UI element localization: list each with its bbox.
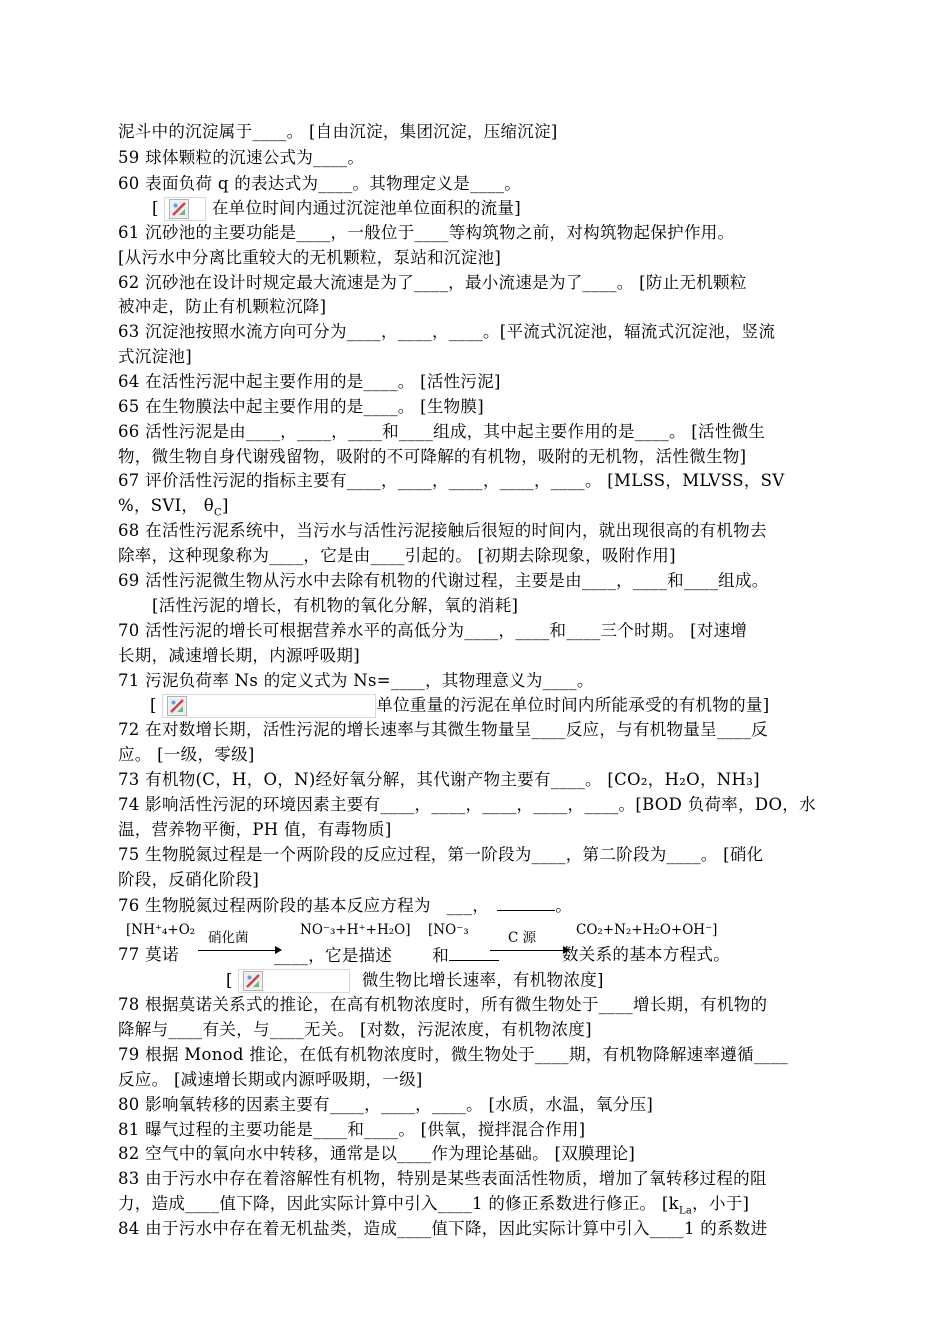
text-line: 长期，减速增长期，内源呼吸期] xyxy=(118,646,360,665)
text-line: 物，微生物自身代谢残留物，吸附的不可降解的有机物，吸附的无机物，活性微生物] xyxy=(118,447,747,466)
carbon-source-label: C 源 xyxy=(508,930,537,946)
text-line: %，SVI， θ xyxy=(118,496,214,515)
text-line-77-end: 数关系的基本方程式。 xyxy=(562,945,730,964)
text-line: 81 曝气过程的主要功能是____和____。 [供氧，搅拌混合作用] xyxy=(118,1120,586,1139)
text-line: 83 由于污水中存在着溶解性有机物，特别是某些表面活性物质，增加了氧转移过程的阻 xyxy=(118,1169,767,1188)
text-line: 71 污泥负荷率 Ns 的定义式为 Ns=____，其物理意义为____。 xyxy=(118,671,594,690)
text-line: 72 在对数增长期，活性污泥的增长速率与其微生物量呈____反应，与有机物量呈____反 xyxy=(118,720,768,739)
text-line: 66 活性污泥是由____，____，____和____组成，其中起主要作用的是____。 [活性微生 xyxy=(118,422,766,441)
bracket: [ xyxy=(226,970,233,990)
text-line: 泥斗中的沉淀属于____。 [自由沉淀，集团沉淀，压缩沉淀] xyxy=(118,122,558,141)
text-line: 80 影响氧转移的因素主要有____，____，____。 [水质，水温，氧分压] xyxy=(118,1095,654,1114)
text-line: 77 莫诺 xyxy=(118,945,179,964)
text-line: 62 沉砂池在设计时规定最大流速是为了____，最小流速是为了____。 [防止无机颗粒 xyxy=(118,273,747,292)
text-line: 76 生物脱氮过程两阶段的基本反应方程为 xyxy=(118,896,431,915)
equation-right: CO₂+N₂+H₂O+OH⁻] xyxy=(576,922,718,938)
answer-line-77 xyxy=(226,969,604,993)
answer-line-60 xyxy=(152,197,521,221)
text-line-77-mid xyxy=(274,944,499,967)
text-line: 力，造成____值下降，因此实际计算中引入____1 的修正系数进行修正。 [k xyxy=(118,1194,679,1213)
text-line: 59 球体颗粒的沉速公式为____。 xyxy=(118,148,365,167)
text-line: 应。 [一级，零级] xyxy=(118,745,255,764)
text-line: 75 生物脱氮过程是一个两阶段的反应过程，第一阶段为____，第二阶段为____。 [硝化 xyxy=(118,845,764,864)
text-line: 84 由于污水中存在着无机盐类，造成____值下降，因此实际计算中引入____1 的系数进 xyxy=(118,1219,768,1238)
text-line: 67 评价活性污泥的指标主要有____，____，____，____，____。 [MLSS，MLVSS，SV xyxy=(118,471,785,490)
text-line: 61 沉砂池的主要功能是____，一般位于____等构筑物之前，对构筑物起保护作用。 xyxy=(118,223,735,242)
subscript: C xyxy=(214,507,222,519)
answer-text: 微生物比增长速率，有机物浓度] xyxy=(361,970,604,990)
text-fragment: 和 xyxy=(432,946,450,965)
text-line: 78 根据莫诺关系式的推论，在高有机物浓度时，所有微生物处于____增长期，有机物的 xyxy=(118,995,768,1014)
broken-image-icon xyxy=(243,971,263,991)
text-line: 63 沉淀池按照水流方向可分为____，____，____。[平流式沉淀池，辐流式沉淀池，竖流 xyxy=(118,322,776,341)
text-line: 65 在生物膜法中起主要作用的是____。 [生物膜] xyxy=(118,397,484,416)
text-line: 79 根据 Monod 推论，在低有机物浓度时，微生物处于____期，有机物降解速率遵循____ xyxy=(118,1045,789,1064)
answer-line-71 xyxy=(150,694,769,718)
broken-image-icon xyxy=(169,199,189,219)
text-line: 式沉淀池] xyxy=(118,347,192,366)
text-line: 60 表面负荷 q 的表达式为____。其物理定义是____。 xyxy=(118,174,522,193)
blank: ___， xyxy=(446,896,490,915)
formula-image-placeholder xyxy=(162,694,376,718)
broken-image-icon xyxy=(167,696,187,716)
text-line: 73 有机物(C，H，O，N)经好氧分解，其代谢产物主要有____。 [CO₂，H₂O，NH₃] xyxy=(118,770,760,789)
text-line: 反应。 [减速增长期或内源呼吸期，一级] xyxy=(118,1070,423,1089)
text-line: [从污水中分离比重较大的无机颗粒，泵站和沉淀池] xyxy=(118,248,502,267)
bracket: ] xyxy=(221,496,229,515)
text-line: 70 活性污泥的增长可根据营养水平的高低分为____，____和____三个时期。 [对速增 xyxy=(118,621,748,640)
text-line: 64 在活性污泥中起主要作用的是____。 [活性污泥] xyxy=(118,372,501,391)
bracket: [ xyxy=(150,695,157,715)
text-line: 69 活性污泥微生物从污水中去除有机物的代谢过程，主要是由____，____和____组成。 xyxy=(118,571,769,590)
text-line: 阶段，反硝化阶段] xyxy=(118,870,260,889)
formula-image-placeholder xyxy=(238,969,350,993)
text-fragment: ，小于] xyxy=(692,1194,750,1213)
text-line: 82 空气中的氧向水中转移，通常是以____作为理论基础。 [双膜理论] xyxy=(118,1144,636,1163)
formula-image-placeholder xyxy=(164,197,206,221)
nitrifier-label: 硝化菌 xyxy=(208,930,249,946)
equation-no3: [NO⁻₃ xyxy=(428,922,469,938)
equation-left: [NH⁺₄+O₂ xyxy=(126,922,196,938)
text-line-76 xyxy=(118,894,572,917)
period: 。 xyxy=(555,896,573,915)
text-line: 68 在活性污泥系统中，当污水与活性污泥接触后很短的时间内，就出现很高的有机物去 xyxy=(118,521,767,540)
answer-text: 在单位时间内通过沉淀池单位面积的流量] xyxy=(211,198,521,218)
bracket: [ xyxy=(152,198,159,218)
text-line: 除率，这种现象称为____，它是由____引起的。 [初期去除现象，吸附作用] xyxy=(118,546,676,565)
text-line: 降解与____有关，与____无关。 [对数，污泥浓度，有机物浓度] xyxy=(118,1020,592,1039)
answer-text: 单位重量的污泥在单位时间内所能承受的有机物的量] xyxy=(376,695,770,715)
text-line: 74 影响活性污泥的环境因素主要有____，____，____，____，____。[BOD 负荷率，DO，水 xyxy=(118,795,816,814)
subscript: La xyxy=(678,1205,693,1217)
text-line: [活性污泥的增长，有机物的氧化分解，氧的消耗] xyxy=(152,596,519,615)
text-line: 被冲走，防止有机颗粒沉降] xyxy=(118,297,327,316)
text-fragment: ____，它是描述 xyxy=(274,946,393,965)
blank-underline xyxy=(497,894,555,911)
text-line: 温，营养物平衡，PH 值，有毒物质] xyxy=(118,820,392,839)
reaction-arrow-icon xyxy=(490,950,568,951)
equation-middle: NO⁻₃+H⁺+H₂O] xyxy=(300,922,411,938)
